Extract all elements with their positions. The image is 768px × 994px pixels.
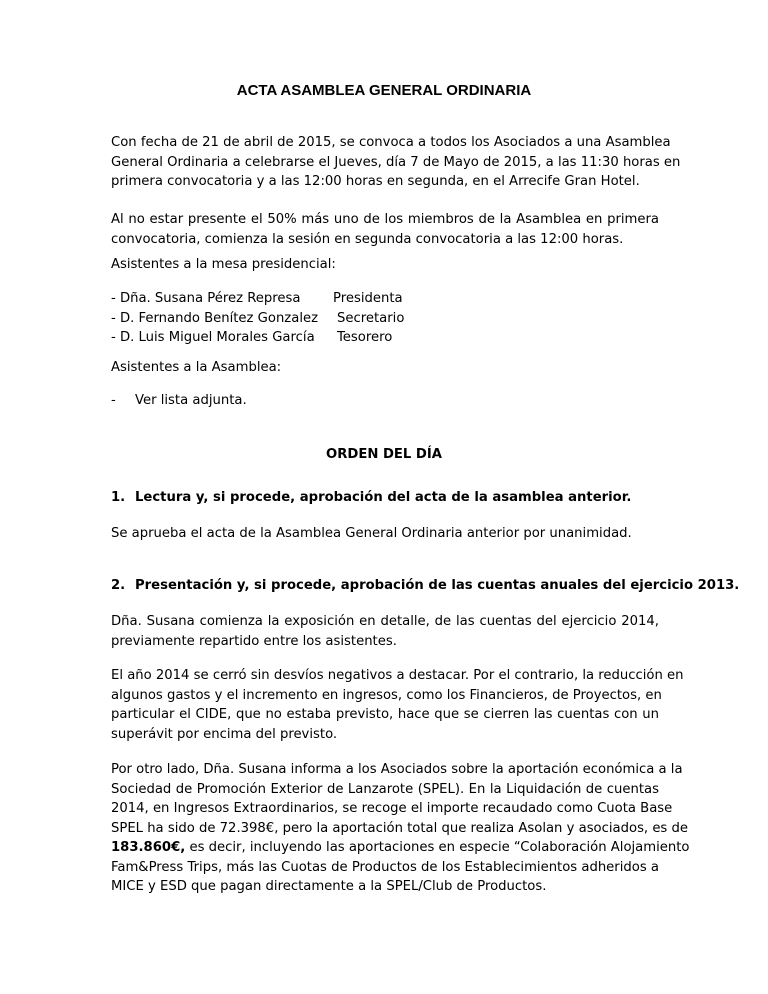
- asamblea-heading: Asistentes a la Asamblea:: [111, 360, 282, 375]
- intro-line-1: Con fecha de 21 de abril de 2015, se convoca a todos los Asociados a una Asamblea: [111, 135, 671, 150]
- member-role: Presidenta: [333, 291, 403, 306]
- mesa-member-row: [111, 289, 431, 309]
- intro-paragraph: [111, 133, 681, 192]
- quorum-line-1: Al no estar presente el 50% más uno de los miembros de la Asamblea en primera: [111, 212, 659, 227]
- paragraph-line: MICE y ESD que pagan directamente a la SPEL/Club de Productos.: [111, 879, 547, 894]
- member-name: - D. Fernando Benítez Gonzalez: [111, 310, 319, 326]
- paragraph-line: Fam&Press Trips, más las Cuotas de Productos de los Establecimientos adheridos a: [111, 859, 659, 875]
- paragraph-line-rest: es decir, incluyendo las aportaciones en especie “Colaboración Alojamiento: [185, 840, 690, 855]
- document-title: ACTA ASAMBLEA GENERAL ORDINARIA: [236, 82, 532, 99]
- item2-paragraph-2: [111, 666, 684, 744]
- agenda-item-title: Presentación y, si procede, aprobación de las cuentas anuales del ejercicio 2013.: [135, 578, 740, 593]
- asamblea-list-item: Ver lista adjunta.: [135, 393, 247, 408]
- agenda-item-1-text: Se aprueba el acta de la Asamblea General Ordinaria anterior por unanimidad.: [111, 526, 632, 541]
- list-bullet: -: [111, 393, 116, 408]
- agenda-item-number: 1.: [111, 490, 126, 505]
- agenda-item-2-heading: [111, 578, 739, 593]
- quorum-paragraph: [111, 210, 659, 249]
- paragraph-line: Sociedad de Promoción Exterior de Lanzarote (SPEL). En la Liquidación de cuentas: [111, 781, 659, 797]
- mesa-member-row: [111, 309, 431, 329]
- member-name: - Dña. Susana Pérez Represa: [111, 291, 301, 306]
- paragraph-line: Dña. Susana comienza la exposición en detalle, de las cuentas del ejercicio 2014,: [111, 614, 659, 629]
- member-role: Secretario: [337, 310, 405, 326]
- bold-amount: 183.860€,: [111, 840, 186, 855]
- orden-del-dia-heading: ORDEN DEL DÍA: [326, 447, 442, 462]
- paragraph-line: particular el CIDE, que no estaba previsto, hace que se cierren las cuentas con un: [111, 707, 659, 722]
- paragraph-line: algunos gastos y el incremento en ingresos, como los Financieros, de Proyectos, en: [111, 687, 662, 703]
- item2-paragraph-1: [111, 612, 659, 651]
- paragraph-line: El año 2014 se cerró sin desvíos negativos a destacar. Por el contrario, la reducción en: [111, 668, 684, 683]
- member-role: Tesorero: [337, 330, 393, 345]
- mesa-members-list: [111, 289, 431, 348]
- mesa-member-row: [111, 328, 431, 348]
- agenda-item-title: Lectura y, si procede, aprobación del acta de la asamblea anterior.: [135, 490, 632, 505]
- paragraph-line: SPEL ha sido de 72.398€, pero la aportación total que realiza Asolan y asociados, es de: [111, 820, 688, 836]
- paragraph-line: superávit por encima del previsto.: [111, 726, 338, 742]
- paragraph-line-with-bold: [111, 838, 690, 858]
- intro-line-2: General Ordinaria a celebrarse el Jueves, día 7 de Mayo de 2015, a las 11:30 horas en: [111, 154, 681, 170]
- agenda-item-1-heading: [111, 490, 631, 505]
- agenda-item-number: 2.: [111, 578, 126, 593]
- member-name: - D. Luis Miguel Morales García: [111, 330, 315, 345]
- mesa-heading: Asistentes a la mesa presidencial:: [111, 257, 336, 272]
- intro-line-3: primera convocatoria y a las 12:00 horas en segunda, en el Arrecife Gran Hotel.: [111, 174, 640, 189]
- paragraph-line: previamente repartido entre los asistentes.: [111, 633, 397, 649]
- paragraph-line: Por otro lado, Dña. Susana informa a los Asociados sobre la aportación económica a la: [111, 762, 683, 777]
- quorum-line-2: convocatoria, comienza la sesión en segunda convocatoria a las 12:00 horas.: [111, 231, 624, 247]
- paragraph-line: 2014, en Ingresos Extraordinarios, se recoge el importe recaudado como Cuota Base: [111, 801, 673, 816]
- item2-paragraph-3: [111, 760, 690, 897]
